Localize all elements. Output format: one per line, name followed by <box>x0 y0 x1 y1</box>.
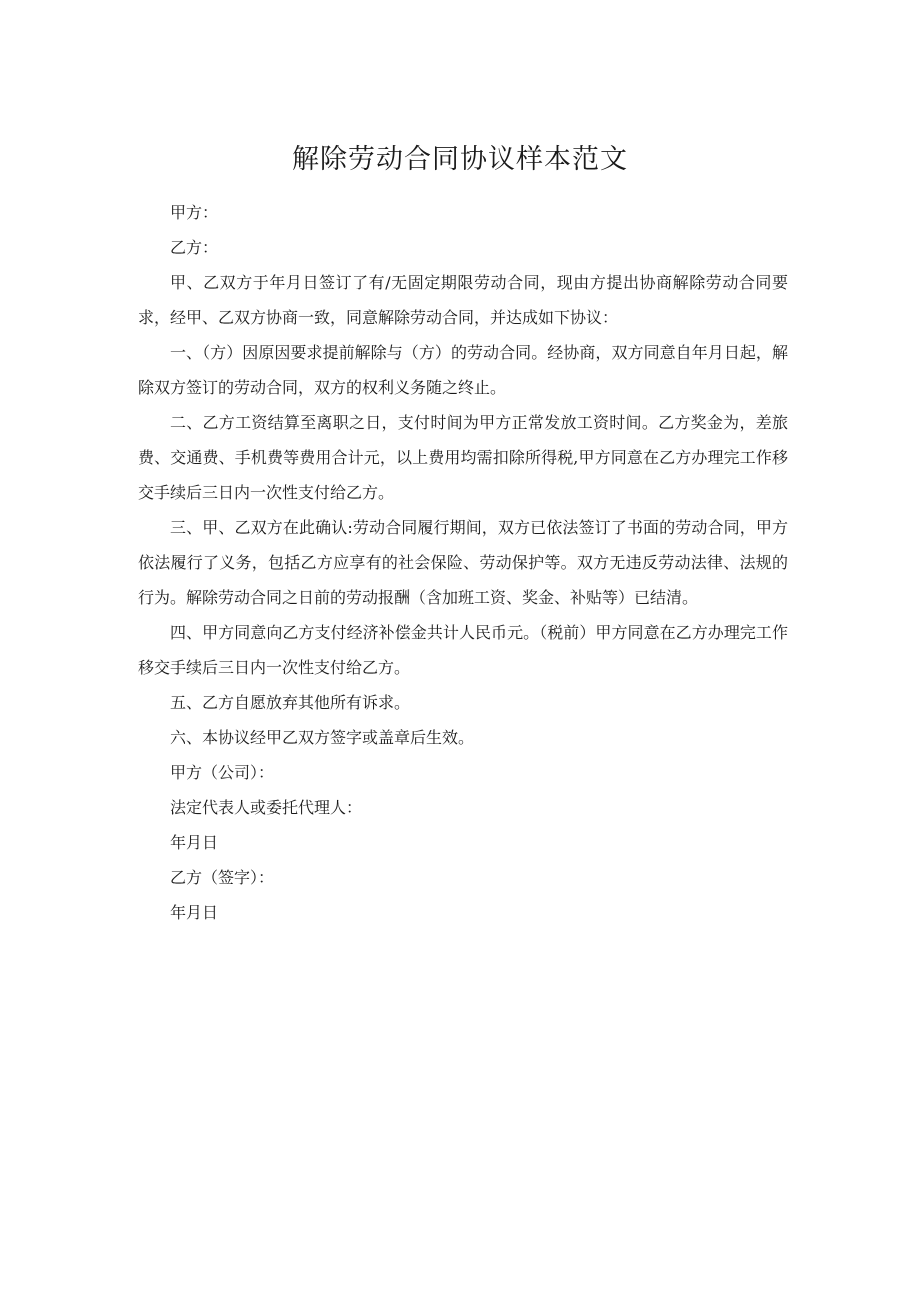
party-a-date-line: 年月日 <box>170 833 219 852</box>
clause-5: 五、乙方自愿放弃其他所有诉求。 <box>170 693 411 712</box>
party-a-signature-line: 甲方（公司）： <box>170 763 275 782</box>
clause-6: 六、本协议经甲乙双方签字或盖章后生效。 <box>170 728 475 747</box>
party-b-date-line: 年月日 <box>170 903 219 922</box>
document-body <box>138 195 788 930</box>
clause-1: 一、（方）因原因要求提前解除与（方）的劳动合同。经协商，双方同意自年月日起，解除双方签订的劳动合同，双方的权利义务随之终止。 <box>138 343 788 397</box>
clause-2: 二、乙方工资结算至离职之日，支付时间为甲方正常发放工资时间。乙方奖金为，差旅费、交通费、手机费等费用合计元，以上费用均需扣除所得税,甲方同意在乙方办理完工作移交手续后三日内一次性支付给乙方。 <box>138 413 788 502</box>
clause-3: 三、甲、乙双方在此确认:劳动合同履行期间，双方已依法签订了书面的劳动合同，甲方依法履行了义务，包括乙方应享有的社会保险、劳动保护等。双方无违反劳动法律、法规的行为。解除劳动合同之日前的劳动报酬（含加班工资、奖金、补贴等）已结清。 <box>138 518 788 607</box>
preamble-paragraph: 甲、乙双方于年月日签订了有/无固定期限劳动合同，现由方提出协商解除劳动合同要求，经甲、乙双方协商一致，同意解除劳动合同，并达成如下协议： <box>138 273 788 327</box>
document-title: 解除劳动合同协议样本范文 <box>292 144 628 175</box>
party-b-signature-line: 乙方（签字）： <box>170 868 275 887</box>
clause-4: 四、甲方同意向乙方支付经济补偿金共计人民币元。（税前）甲方同意在乙方办理完工作移交手续后三日内一次性支付给乙方。 <box>138 623 788 677</box>
legal-representative-line: 法定代表人或委托代理人： <box>170 798 363 817</box>
party-a-line: 甲方： <box>170 203 219 222</box>
party-b-line: 乙方： <box>170 238 219 257</box>
